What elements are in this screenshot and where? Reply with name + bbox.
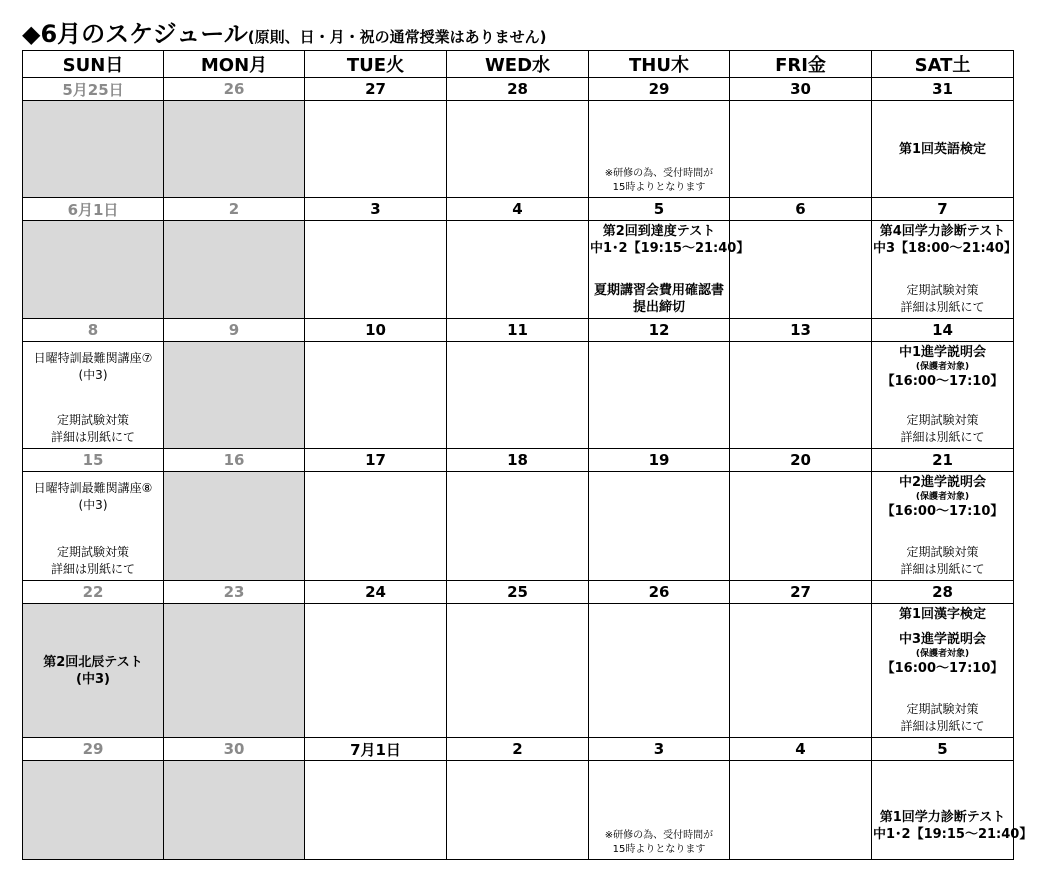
event-cell-sun: [23, 342, 164, 449]
date-cell: 16: [164, 449, 305, 472]
event-cell-fri: [730, 221, 872, 319]
date-cell: 3: [305, 198, 447, 221]
date-cell: 26: [589, 581, 730, 604]
event-cell-tue: [305, 342, 447, 449]
event-note: 15時よりとなります: [612, 844, 706, 855]
week-4-events: [23, 472, 1014, 581]
event-title: 第1回学力診断テスト: [879, 810, 1006, 825]
event-cell-mon: [164, 604, 305, 738]
date-cell: 29: [23, 738, 164, 761]
date-cell: 29: [589, 78, 730, 101]
date-cell: 5月25日: [23, 78, 164, 101]
event-note: (保護者対象): [915, 649, 970, 659]
schedule-subtitle: (原則、日・月・祝の通常授業はありません): [247, 28, 547, 46]
date-cell: 2: [447, 738, 589, 761]
event-note: 定期試験対策: [906, 545, 979, 559]
event-cell-tue: [305, 761, 447, 860]
event-note: 詳細は別紙にて: [50, 430, 135, 444]
event-time: 中3【18:00～21:40】: [873, 241, 1017, 256]
event-note: 定期試験対策: [906, 702, 979, 716]
event-cell-tue: [305, 221, 447, 319]
event-time: 中1･2【19:15～21:40】: [590, 241, 750, 256]
event-title: 第1回漢字検定: [898, 607, 987, 622]
date-cell: 12: [589, 319, 730, 342]
date-cell: 4: [447, 198, 589, 221]
date-cell: 30: [730, 78, 872, 101]
event-cell-wed: [447, 342, 589, 449]
event-title: 第4回学力診断テスト: [879, 224, 1006, 239]
event-cell-sat: [872, 342, 1014, 449]
date-cell: 30: [164, 738, 305, 761]
date-cell: 27: [730, 581, 872, 604]
event-title: 日曜特訓最難関講座⑧: [33, 481, 153, 495]
event-note: 詳細は別紙にて: [900, 430, 985, 444]
event-note: 定期試験対策: [906, 283, 979, 297]
event-cell-sun: [23, 761, 164, 860]
date-cell: 5: [872, 738, 1014, 761]
event-note: 詳細は別紙にて: [900, 300, 985, 314]
event-time: 【16:00～17:10】: [881, 661, 1004, 676]
event-note: ※研修の為、受付時間が: [604, 830, 714, 841]
event-note: 詳細は別紙にて: [50, 562, 135, 576]
event-time: 【16:00～17:10】: [881, 504, 1004, 519]
event-cell-mon: [164, 761, 305, 860]
event-cell-mon: [164, 472, 305, 581]
date-cell: 7月1日: [305, 738, 447, 761]
event-note: (中3): [76, 671, 110, 687]
event-cell-sun: [23, 472, 164, 581]
event-cell-fri: [730, 761, 872, 860]
event-cell-wed: [447, 472, 589, 581]
event-cell-thu: [589, 221, 750, 319]
event-cell-sat: [872, 761, 1033, 860]
date-cell: 6: [730, 198, 872, 221]
week-3-dates: [23, 319, 1014, 342]
week-6-dates: [23, 738, 1014, 761]
weekday-fri: FRI金: [730, 51, 872, 78]
weekday-header-row: [23, 51, 1014, 78]
event-cell-tue: [305, 604, 447, 738]
event-note: 定期試験対策: [56, 545, 129, 559]
date-cell: 22: [23, 581, 164, 604]
date-cell: 17: [305, 449, 447, 472]
week-2-events: [23, 221, 1014, 319]
date-cell: 19: [589, 449, 730, 472]
weekday-tue: TUE火: [305, 51, 447, 78]
date-cell: 4: [730, 738, 872, 761]
event-note: 15時よりとなります: [612, 182, 706, 193]
event-note: (中3): [78, 498, 108, 512]
calendar-table: [22, 50, 1033, 860]
date-cell: 13: [730, 319, 872, 342]
event-cell-sat: [872, 101, 1014, 198]
week-1-events: [23, 101, 1014, 198]
week-1-dates: [23, 78, 1014, 101]
event-cell-tue: [305, 472, 447, 581]
date-cell: 28: [872, 581, 1014, 604]
event-cell-sat: [872, 221, 1017, 319]
date-cell: 27: [305, 78, 447, 101]
date-cell: 6月1日: [23, 198, 164, 221]
date-cell: 8: [23, 319, 164, 342]
page-title: [22, 14, 546, 46]
event-cell-mon: [164, 221, 305, 319]
date-cell: 3: [589, 738, 730, 761]
event-note: 詳細は別紙にて: [900, 562, 985, 576]
event-cell-mon: [164, 101, 305, 198]
date-cell: 9: [164, 319, 305, 342]
weekday-sun: SUN日: [23, 51, 164, 78]
week-5-dates: [23, 581, 1014, 604]
event-cell-fri: [730, 101, 872, 198]
event-title: 夏期講習会費用確認書: [593, 283, 724, 298]
weekday-wed: WED水: [447, 51, 589, 78]
event-title: 第2回到達度テスト: [602, 224, 716, 239]
date-cell: 5: [589, 198, 730, 221]
event-cell-thu: [589, 761, 730, 860]
date-cell: 23: [164, 581, 305, 604]
event-cell-wed: [447, 761, 589, 860]
date-cell: 21: [872, 449, 1014, 472]
event-cell-thu: [589, 604, 730, 738]
event-title: 中1進学説明会: [898, 345, 987, 360]
event-cell-wed: [447, 604, 589, 738]
date-cell: 14: [872, 319, 1014, 342]
date-cell: 15: [23, 449, 164, 472]
event-note: 定期試験対策: [906, 413, 979, 427]
event-cell-tue: [305, 101, 447, 198]
week-6-events: [23, 761, 1014, 860]
event-time: 【16:00～17:10】: [881, 374, 1004, 389]
date-cell: 25: [447, 581, 589, 604]
event-cell-sun: [23, 101, 164, 198]
event-cell-sun: [23, 604, 164, 738]
event-cell-fri: [730, 472, 872, 581]
event-cell-thu: [589, 472, 730, 581]
event-title: 日曜特訓最難関講座⑦: [33, 351, 153, 365]
event-cell-wed: [447, 221, 589, 319]
event-title: 中3進学説明会: [898, 632, 987, 647]
event-note: 詳細は別紙にて: [900, 719, 985, 733]
event-title: 中2進学説明会: [898, 475, 987, 490]
event-note: (保護者対象): [915, 492, 970, 502]
event-note: (中3): [78, 368, 108, 382]
event-cell-thu: [589, 101, 730, 198]
event-cell-sat: [872, 472, 1014, 581]
date-cell: 20: [730, 449, 872, 472]
weekday-mon: MON月: [164, 51, 305, 78]
date-cell: 11: [447, 319, 589, 342]
event-note: (保護者対象): [915, 362, 970, 372]
event-cell-mon: [164, 342, 305, 449]
event-note: 定期試験対策: [56, 413, 129, 427]
event-title: 第1回英語検定: [898, 141, 987, 157]
date-cell: 10: [305, 319, 447, 342]
event-cell-wed: [447, 101, 589, 198]
event-note: ※研修の為、受付時間が: [604, 168, 714, 179]
week-2-dates: [23, 198, 1014, 221]
week-3-events: [23, 342, 1014, 449]
date-cell: 18: [447, 449, 589, 472]
weekday-thu: THU木: [589, 51, 730, 78]
event-cell-sun: [23, 221, 164, 319]
event-title: 第2回北辰テスト: [43, 654, 143, 670]
week-4-dates: [23, 449, 1014, 472]
event-time: 中1･2【19:15～21:40】: [873, 827, 1033, 842]
schedule-title: ◆6月のスケジュール: [22, 20, 248, 48]
date-cell: 31: [872, 78, 1014, 101]
date-cell: 7: [872, 198, 1014, 221]
event-cell-thu: [589, 342, 730, 449]
week-5-events: [23, 604, 1014, 738]
date-cell: 2: [164, 198, 305, 221]
event-cell-fri: [730, 604, 872, 738]
weekday-sat: SAT土: [872, 51, 1014, 78]
event-cell-fri: [730, 342, 872, 449]
date-cell: 28: [447, 78, 589, 101]
event-title: 提出締切: [632, 300, 685, 315]
date-cell: 24: [305, 581, 447, 604]
event-cell-sat: [872, 604, 1014, 738]
date-cell: 26: [164, 78, 305, 101]
